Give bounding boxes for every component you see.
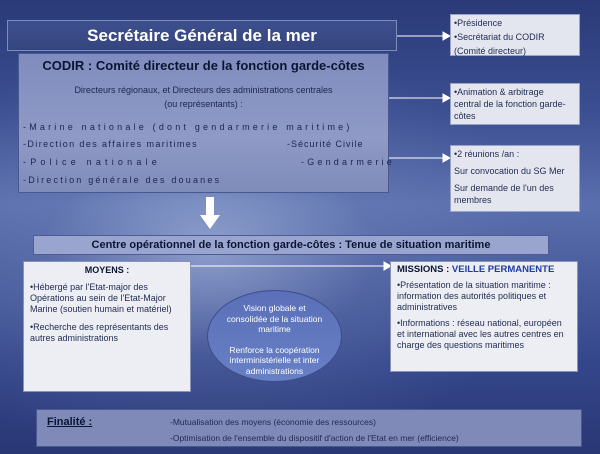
side-box-presidence-line: •Secrétariat du CODIR xyxy=(454,32,545,42)
codir-line-police: -Police nationale xyxy=(23,157,161,167)
arrowhead-middle xyxy=(443,94,450,102)
missions-title xyxy=(397,264,577,275)
side-box-animation-line: côtes xyxy=(454,111,476,121)
moyens-box xyxy=(23,261,191,392)
codir-line-affaires-maritimes: -Direction des affaires maritimes xyxy=(23,139,199,149)
moyens-item: •Hébergé par l'Etat-major des Opérations au sein de l'Etat-Major Marine (soutien humain et matériel) xyxy=(30,282,172,314)
page-title: Secrétaire Général de la mer xyxy=(7,20,397,51)
moyens-item: •Recherche des représentants des autres administrations xyxy=(30,322,169,343)
finalite-box xyxy=(36,409,582,447)
missions-title-highlight: VEILLE PERMANENTE xyxy=(451,264,555,275)
finalite-label: Finalité : xyxy=(47,416,93,428)
side-box-reunions-line: Sur demande de l'un des xyxy=(454,183,554,193)
side-box-presidence-line: (Comité directeur) xyxy=(454,46,527,56)
down-arrow-icon xyxy=(200,197,220,229)
finalite-line-mutualisation: -Mutualisation des moyens (économie des ressources) xyxy=(170,417,376,427)
codir-title: CODIR : Comité directeur de la fonction garde-côtes xyxy=(42,58,365,73)
codir-box xyxy=(18,53,395,193)
side-box-reunions-line: membres xyxy=(454,195,492,205)
centre-operationnel-bar: Centre opérationnel de la fonction garde-côtes : Tenue de situation maritime xyxy=(33,235,549,255)
side-box-animation-line: central de la fonction garde- xyxy=(454,99,566,109)
side-box-reunions xyxy=(450,145,580,212)
codir-subtitle-1: Directeurs régionaux, et Directeurs des administrations centrales xyxy=(74,85,333,95)
side-box-presidence xyxy=(450,14,580,56)
moyens-title: MOYENS : xyxy=(84,265,130,275)
finalite-line-optimisation: -Optimisation de l'ensemble du dispositif d'action de l'Etat en mer (efficience) xyxy=(170,433,459,443)
missions-box xyxy=(390,261,578,372)
codir-line-securite-civile: -Sécurité Civile xyxy=(287,139,364,149)
missions-title-prefix: MISSIONS : xyxy=(397,264,452,275)
side-box-animation xyxy=(450,83,580,125)
ellipse-text-vision: Vision globale et consolidée de la situation maritime xyxy=(226,303,323,334)
arrowhead-bottom xyxy=(443,154,450,162)
codir-subtitle-2: (ou représentants) : xyxy=(164,99,243,109)
codir-line-marine: -Marine nationale (dont gendarmerie maritime) xyxy=(23,122,353,132)
side-box-animation-line: •Animation & arbitrage xyxy=(454,87,544,97)
vision-globale-ellipse xyxy=(207,290,342,382)
codir-line-douanes: -Direction générale des douanes xyxy=(23,175,222,185)
codir-line-gendarmerie: -Gendarmerie xyxy=(301,157,395,167)
arrowhead-top xyxy=(443,32,450,40)
side-box-reunions-line: Sur convocation du SG Mer xyxy=(454,166,565,176)
side-box-presidence-line: •Présidence xyxy=(454,18,503,28)
missions-item: •Informations : réseau national, européen et international avec les autres centres en charge des questions maritimes xyxy=(397,318,564,350)
side-box-reunions-line: •2 réunions /an : xyxy=(454,149,520,159)
ellipse-text-cooperation: Renforce la coopération interministérielle et inter administrations xyxy=(229,344,320,376)
missions-item: •Présentation de la situation maritime : information des autorités politiques et administratives xyxy=(397,280,551,312)
